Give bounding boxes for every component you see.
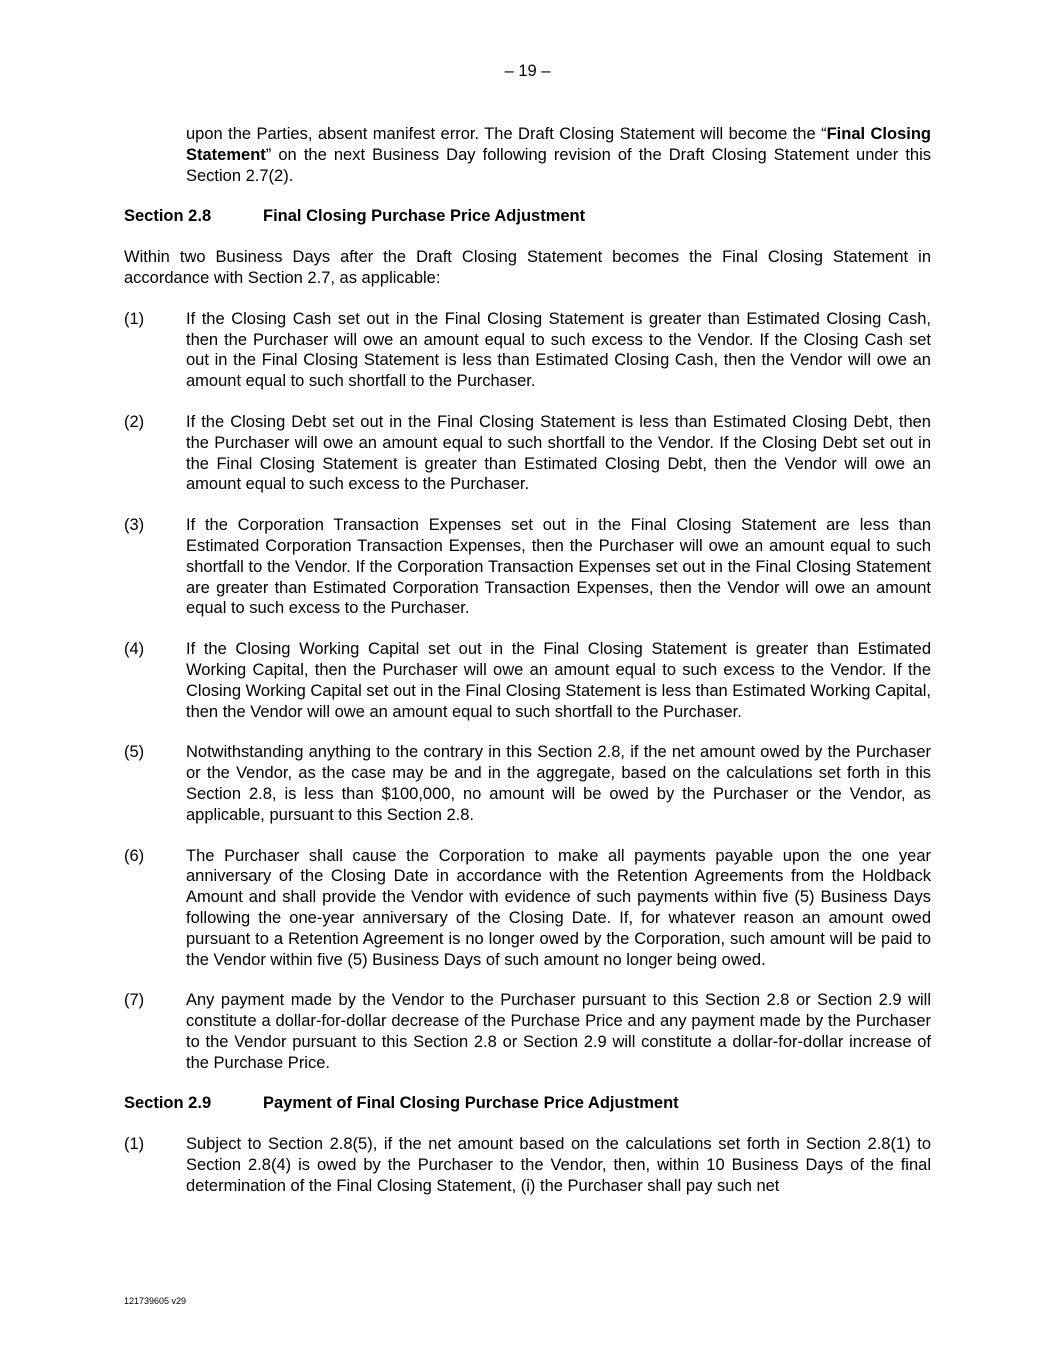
item-label: (5) bbox=[124, 743, 145, 762]
item-label: (1) bbox=[124, 1135, 145, 1154]
list-item bbox=[124, 846, 931, 971]
item-text: Subject to Section 2.8(5), if the net amount based on the calculations set forth in Section 2.8(1) to Section 2.8(4) is owed by the Purchaser to the Vendor, then, within 10 Business Days of the final determination of the Final Closing Statement, (i) the Purchaser shall pay such net bbox=[186, 1135, 931, 1195]
item-text: If the Closing Working Capital set out in the Final Closing Statement is greater than Estimated Working Capital, then the Purchaser will owe an amount equal to such excess to the Vendor. If the Closing Working Capital set out in the Final Closing Statement is less than Estimated Working Capital, then the Vendor will owe an amount equal to such shortfall to the Purchaser. bbox=[186, 640, 931, 721]
item-label: (6) bbox=[124, 846, 145, 865]
item-label: (1) bbox=[124, 309, 145, 328]
item-text: Any payment made by the Vendor to the Purchaser pursuant to this Section 2.8 or Section 2.9 will constitute a dollar-for-dollar decrease of the Purchase Price and any payment made by the Purchaser to the Vendor pursuant to this Section 2.8 or Section 2.9 will constitute a dollar-for-dollar increase of the Purchase Price. bbox=[186, 991, 931, 1072]
list-item bbox=[124, 639, 931, 722]
section-2-8-heading bbox=[124, 206, 931, 227]
list-item bbox=[124, 742, 931, 825]
continuation-text-before: upon the Parties, absent manifest error. The Draft Closing Statement will become the “ bbox=[186, 125, 827, 143]
document-id-footer: 121739605 v29 bbox=[124, 1296, 187, 1306]
section-number: Section 2.8 bbox=[124, 207, 212, 226]
section-2-8-intro: Within two Business Days after the Draft Closing Statement becomes the Final Closing Statement in accordance with Section 2.7, as applicable: bbox=[124, 248, 931, 287]
item-label: (2) bbox=[124, 412, 145, 431]
section-title: Final Closing Purchase Price Adjustment bbox=[263, 207, 586, 226]
section-2-9-heading bbox=[124, 1093, 931, 1114]
continuation-text-after: ” on the next Business Day following revision of the Draft Closing Statement under this Section 2.7(2). bbox=[186, 145, 931, 185]
item-text: The Purchaser shall cause the Corporation to make all payments payable upon the one year anniversary of the Closing Date in accordance with the Retention Agreements from the Holdback Amount and shall provide the Vendor with evidence of such payments within five (5) Business Days following the one-year anniversary of the Closing Date. If, for whatever reason an amount owed pursuant to a Retention Agreement is no longer owed by the Corporation, such amount will be paid to the Vendor within five (5) Business Days of such amount no longer being owed. bbox=[186, 846, 931, 969]
section-title: Payment of Final Closing Purchase Price Adjustment bbox=[263, 1094, 679, 1113]
document-body bbox=[124, 124, 931, 1197]
section-number: Section 2.9 bbox=[124, 1094, 212, 1113]
list-item bbox=[124, 515, 931, 619]
item-label: (7) bbox=[124, 991, 145, 1010]
item-text: If the Closing Debt set out in the Final Closing Statement is less than Estimated Closing Debt, then the Purchaser will owe an amount equal to such shortfall to the Vendor. If the Closing Debt set out in the Final Closing Statement is greater than Estimated Closing Debt, then the Vendor will owe an amount equal to such excess to the Purchaser. bbox=[186, 412, 931, 494]
list-item bbox=[124, 990, 931, 1073]
list-item bbox=[124, 309, 931, 392]
list-item bbox=[124, 1134, 931, 1196]
item-text: If the Closing Cash set out in the Final Closing Statement is greater than Estimated Closing Cash, then the Purchaser will owe an amount equal to such excess to the Vendor. If the Closing Cash set out in the Final Closing Statement is less than Estimated Closing Cash, then the Vendor will owe an amount equal to such shortfall to the Purchaser. bbox=[186, 309, 931, 391]
defined-term-final-closing-statement: Final Closing Statement bbox=[186, 125, 931, 164]
item-text: Notwithstanding anything to the contrary in this Section 2.8, if the net amount owed by the Purchaser or the Vendor, as the case may be and in the aggregate, based on the calculations set forth in this Section 2.8, is less than $100,000, no amount will be owed by the Purchaser or the Vendor, as applicable, pursuant to this Section 2.8. bbox=[186, 743, 931, 824]
item-label: (3) bbox=[124, 516, 145, 535]
item-text: If the Corporation Transaction Expenses set out in the Final Closing Statement are less than Estimated Corporation Transaction Expenses, then the Purchaser will owe an amount equal to such shortfall to the Vendor. If the Corporation Transaction Expenses set out in the Final Closing Statement are greater than Estimated Corporation Transaction Expenses, then the Vendor will owe an amount equal to such excess to the Purchaser. bbox=[186, 516, 931, 618]
continuation-paragraph bbox=[186, 124, 931, 186]
list-item bbox=[124, 412, 931, 495]
item-label: (4) bbox=[124, 640, 145, 659]
page-number: – 19 – bbox=[504, 62, 551, 80]
